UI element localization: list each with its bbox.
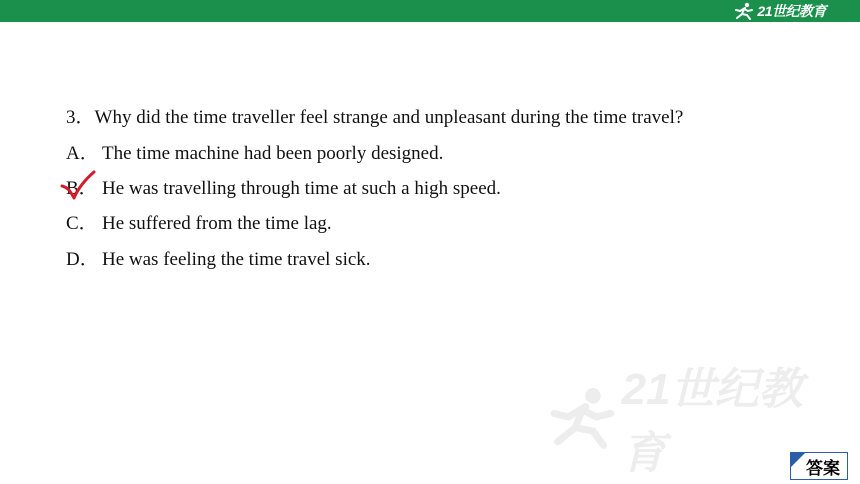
option-text: He was feeling the time travel sick. [102, 249, 371, 270]
answer-button-label: 答案 [806, 458, 840, 479]
option-a [66, 138, 443, 165]
header-bar [0, 0, 860, 22]
answer-button[interactable] [790, 452, 848, 480]
runner-icon [732, 2, 754, 20]
question-number: 3． [66, 107, 95, 128]
option-letter: B． [66, 178, 98, 199]
option-letter: A． [66, 143, 99, 164]
button-corner-accent [791, 453, 805, 467]
question-text: Why did the time traveller feel strange and unpleasant during the time travel? [94, 107, 684, 128]
watermark-text: 21世纪教育 [621, 365, 803, 478]
option-text: He was travelling through time at such a high speed. [102, 178, 501, 199]
option-letter: D． [66, 249, 99, 270]
logo-text: 21世纪教育 [757, 3, 826, 19]
option-letter: C． [66, 213, 98, 234]
option-b [66, 173, 501, 200]
question-stem [66, 102, 683, 129]
option-text: He suffered from the time lag. [102, 213, 332, 234]
option-c [66, 208, 332, 235]
runner-icon [540, 377, 618, 457]
option-d [66, 244, 371, 271]
option-text: The time machine had been poorly designed. [102, 143, 444, 164]
brand-logo [732, 1, 826, 21]
checkmark-icon [60, 170, 96, 202]
